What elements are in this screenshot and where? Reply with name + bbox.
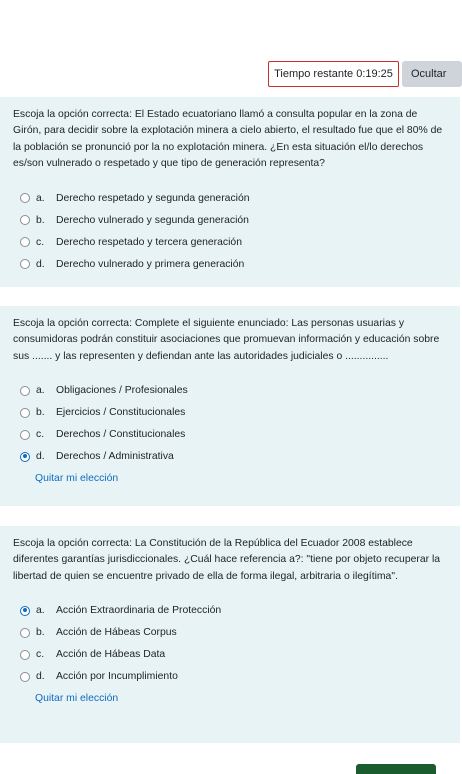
answer-label: Acción Extraordinaria de Protección bbox=[56, 605, 222, 617]
answer-option-b[interactable] bbox=[13, 209, 460, 231]
answer-label: Ejercicios / Constitucionales bbox=[56, 407, 186, 419]
radio-button[interactable] bbox=[20, 650, 30, 660]
radio-button[interactable] bbox=[20, 672, 30, 682]
question-3 bbox=[0, 526, 460, 743]
answer-letter: c. bbox=[36, 236, 45, 248]
radio-button[interactable] bbox=[20, 408, 30, 418]
answer-option-d[interactable] bbox=[13, 446, 460, 468]
question-1 bbox=[0, 97, 460, 287]
answer-letter: b. bbox=[36, 214, 45, 226]
radio-button-selected[interactable] bbox=[20, 452, 30, 462]
question-text: Escoja la opción correcta: El Estado ecuatoriano llamó a consulta popular en la zona de Girón, para decidir sobre la explotación minera a cielo abierto, el resultado fue que el 80% de la población se pronunció por la no explotación minera. ¿En esta situación el/lo derechos es/son vulnerado o respetado y que tipo de generación representa? bbox=[13, 109, 443, 169]
next-page-button[interactable] bbox=[356, 764, 436, 774]
answer-option-c[interactable] bbox=[13, 424, 460, 446]
answer-letter: c. bbox=[36, 429, 45, 441]
answer-option-c[interactable] bbox=[13, 231, 460, 253]
answer-option-a[interactable] bbox=[13, 187, 460, 209]
answer-letter: a. bbox=[36, 192, 45, 204]
answer-letter: d. bbox=[36, 451, 45, 463]
radio-button[interactable] bbox=[20, 215, 30, 225]
answer-label: Acción por Incumplimiento bbox=[56, 671, 178, 683]
answer-label: Derecho respetado y tercera generación bbox=[56, 236, 242, 248]
answer-list bbox=[13, 600, 460, 688]
radio-button[interactable] bbox=[20, 259, 30, 269]
radio-button[interactable] bbox=[20, 386, 30, 396]
question-text: Escoja la opción correcta: La Constitución de la República del Ecuador 2008 establece diferentes garantías jurisdiccionales. ¿Cuál hace referencia a?: "tiene por objeto recuperar la libertad de quien se encuentre privado de ella de forma ilegal, arbitraria o ilegítima". bbox=[13, 538, 441, 582]
answer-label: Derecho respetado y segunda generación bbox=[56, 192, 250, 204]
time-remaining: Tiempo restante 0:19:25 bbox=[268, 61, 399, 87]
answer-option-b[interactable] bbox=[13, 402, 460, 424]
answer-option-d[interactable] bbox=[13, 666, 460, 688]
answer-label: Derecho vulnerado y primera generación bbox=[56, 258, 245, 270]
answer-letter: b. bbox=[36, 627, 45, 639]
answer-label: Derechos / Constitucionales bbox=[56, 429, 186, 441]
answer-label: Derechos / Administrativa bbox=[56, 451, 174, 463]
answer-label: Acción de Hábeas Data bbox=[56, 649, 166, 661]
answer-letter: b. bbox=[36, 407, 45, 419]
hide-timer-button[interactable]: Ocultar bbox=[402, 61, 462, 87]
answer-label: Obligaciones / Profesionales bbox=[56, 385, 188, 397]
answer-list bbox=[13, 380, 460, 468]
answer-label: Derecho vulnerado y segunda generación bbox=[56, 214, 249, 226]
question-text: Escoja la opción correcta: Complete el siguiente enunciado: Las personas usuarias y consumidoras podrán constituir asociaciones que promuevan información y educación sobre sus ....... y las representen y defiendan ante las autoridades judiciales o ............... bbox=[13, 318, 440, 362]
answer-letter: c. bbox=[36, 649, 45, 661]
radio-button[interactable] bbox=[20, 430, 30, 440]
answer-label: Acción de Hábeas Corpus bbox=[56, 627, 177, 639]
answer-letter: d. bbox=[36, 258, 45, 270]
timer-bar bbox=[0, 61, 447, 89]
radio-button[interactable] bbox=[20, 237, 30, 247]
clear-choice-link[interactable]: Quitar mi elección bbox=[35, 692, 119, 704]
radio-button-selected[interactable] bbox=[20, 606, 30, 616]
answer-option-d[interactable] bbox=[13, 253, 460, 275]
clear-choice-link[interactable]: Quitar mi elección bbox=[35, 472, 119, 484]
answer-letter: a. bbox=[36, 605, 45, 617]
answer-list bbox=[13, 187, 460, 275]
radio-button[interactable] bbox=[20, 628, 30, 638]
answer-letter: d. bbox=[36, 671, 45, 683]
answer-letter: a. bbox=[36, 385, 45, 397]
question-2 bbox=[0, 306, 460, 506]
answer-option-c[interactable] bbox=[13, 644, 460, 666]
radio-button[interactable] bbox=[20, 193, 30, 203]
answer-option-a[interactable] bbox=[13, 380, 460, 402]
answer-option-a[interactable] bbox=[13, 600, 460, 622]
answer-option-b[interactable] bbox=[13, 622, 460, 644]
